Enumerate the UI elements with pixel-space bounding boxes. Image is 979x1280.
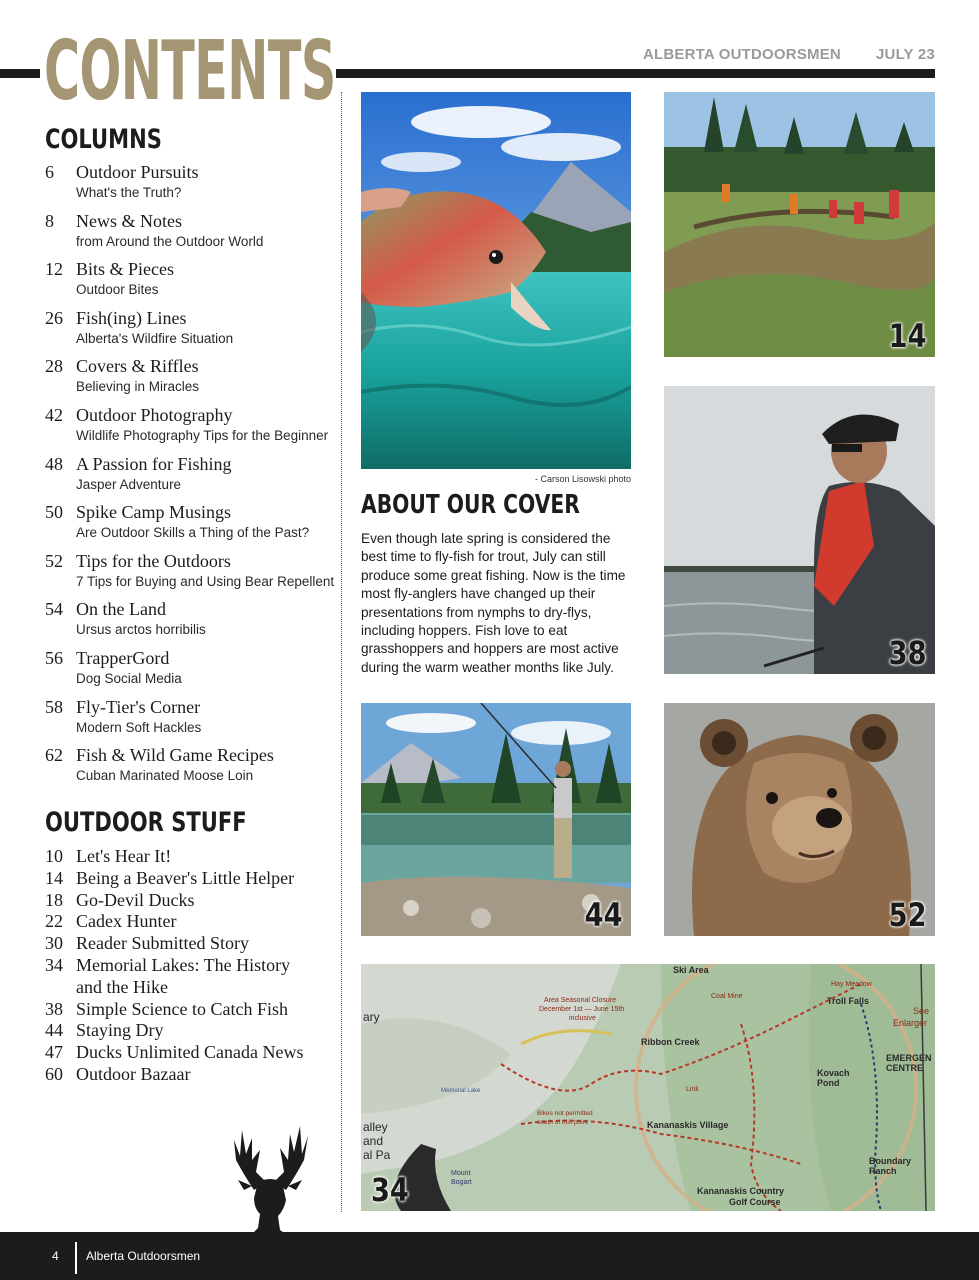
column-entry[interactable]	[45, 743, 340, 792]
column-entry-page: 26	[45, 307, 63, 328]
columns-list	[45, 160, 340, 792]
outdoor-stuff-title: Ducks Unlimited Canada News	[76, 1042, 304, 1063]
masthead-issue: JULY 23	[876, 46, 935, 63]
map-label-emergency-centre: CENTRE	[886, 1063, 924, 1073]
column-entry-title: Fish(ing) Lines	[76, 307, 187, 328]
header-rule-right	[336, 69, 935, 78]
column-entry-page: 12	[45, 259, 63, 280]
map-label-troll-falls: Troll Falls	[827, 996, 870, 1006]
column-entry[interactable]	[45, 403, 340, 452]
column-entry-title: Fish & Wild Game Recipes	[76, 745, 274, 766]
outdoor-stuff-entry[interactable]	[45, 846, 340, 868]
photo-page-tag: 14	[889, 317, 927, 355]
photo-fly-fishing	[361, 703, 631, 936]
column-entry-page: 58	[45, 696, 63, 717]
column-entry-page: 54	[45, 599, 63, 620]
cover-photo-trout	[361, 92, 631, 469]
outdoor-stuff-entry[interactable]	[45, 1020, 340, 1042]
column-entry[interactable]	[45, 646, 340, 695]
outdoor-stuff-page: 18	[45, 889, 63, 910]
outdoor-stuff-page: 14	[45, 867, 63, 888]
outdoor-stuff-entry[interactable]	[45, 955, 340, 999]
column-entry-title: Outdoor Photography	[76, 404, 233, 425]
column-entry[interactable]	[45, 257, 340, 306]
column-entry-line	[45, 209, 340, 233]
outdoor-stuff-title: Reader Submitted Story	[76, 933, 249, 954]
column-entry-subtitle: Modern Soft Hackles	[76, 719, 202, 735]
outdoor-stuff-entry[interactable]	[45, 890, 340, 912]
column-entry-subtitle: Are Outdoor Skills a Thing of the Past?	[76, 525, 310, 541]
column-entry[interactable]	[45, 549, 340, 598]
column-entry-line	[45, 646, 340, 670]
outdoor-stuff-title: Being a Beaver's Little Helper	[76, 867, 295, 888]
column-entry-page: 50	[45, 502, 63, 523]
column-entry-page: 8	[45, 210, 54, 231]
footer-page-number: 4	[52, 1249, 59, 1263]
column-entry-line	[45, 403, 340, 427]
map-label-lake: Memorial Lake	[441, 1088, 481, 1094]
map-label-valley-and: and	[363, 1134, 384, 1148]
column-entry[interactable]	[45, 160, 340, 209]
map-label-ski-area: Ski Area	[673, 965, 709, 975]
footer-divider	[75, 1242, 77, 1274]
column-entry-line	[45, 549, 340, 573]
page-title: CONTENTS	[44, 24, 336, 119]
map-label-boundary-ranch: Ranch	[869, 1166, 897, 1176]
column-entry[interactable]	[45, 597, 340, 646]
column-entry-title: News & Notes	[76, 210, 182, 231]
map-label-valley: alley	[363, 1120, 388, 1134]
column-entry-subtitle: Alberta's Wildfire Situation	[76, 330, 234, 346]
column-entry-line	[45, 354, 340, 378]
column-entry-line	[45, 160, 340, 184]
outdoor-stuff-page: 22	[45, 911, 63, 932]
map-label-boundary: Boundary	[869, 1156, 912, 1166]
column-entry-subtitle: Believing in Miracles	[76, 379, 200, 395]
column-entry-subtitle: Dog Social Media	[76, 670, 182, 686]
map-label-bikes: Bikes not permitted	[537, 1110, 593, 1117]
outdoor-stuff-title: Let's Hear It!	[76, 846, 172, 866]
outdoor-stuff-page: 38	[45, 998, 63, 1019]
column-entry-title: Covers & Riffles	[76, 356, 199, 377]
column-entry-line	[45, 452, 340, 476]
column-entry-line	[45, 695, 340, 719]
outdoor-stuff-title: Outdoor Bazaar	[76, 1063, 191, 1084]
column-entry-title: Outdoor Pursuits	[76, 162, 199, 182]
column-entry-page: 62	[45, 745, 63, 766]
outdoor-stuff-entry[interactable]	[45, 1042, 340, 1064]
outdoor-stuff-entry[interactable]	[45, 933, 340, 955]
footer-magazine-name: Alberta Outdoorsmen	[86, 1249, 201, 1263]
masthead-magazine: ALBERTA OUTDOORSMEN	[643, 46, 841, 63]
map-label-ribbon-creek: Ribbon Creek	[641, 1037, 700, 1047]
column-entry[interactable]	[45, 452, 340, 501]
photo-grizzly-bear	[664, 703, 935, 936]
photo-page-tag: 34	[371, 1171, 409, 1209]
map-label-emergency: EMERGEN	[886, 1053, 932, 1063]
map-label-kovach: Kovach	[817, 1068, 850, 1078]
outdoor-stuff-entry[interactable]	[45, 999, 340, 1021]
map-label-mount-bogart: Bogart	[451, 1179, 472, 1186]
page-footer	[0, 1232, 979, 1280]
column-entry-page: 52	[45, 550, 63, 571]
column-entry-page: 42	[45, 404, 63, 425]
outdoor-stuff-entry[interactable]	[45, 1064, 340, 1086]
column-entry-line	[45, 306, 340, 330]
outdoor-stuff-title: Cadex Hunter	[76, 911, 177, 932]
outdoor-stuff-page: 60	[45, 1063, 63, 1084]
column-divider	[341, 92, 342, 1212]
column-entry[interactable]	[45, 354, 340, 403]
photo-beaver-helpers	[664, 92, 935, 357]
map-label-coal-mine: Coal Mine	[711, 993, 743, 1000]
column-entry-title: Bits & Pieces	[76, 259, 174, 280]
photo-page-tag: 52	[889, 896, 927, 934]
map-label-link: Link	[686, 1086, 699, 1093]
outdoor-stuff-page: 10	[45, 846, 63, 866]
map-label-hay-meadow: Hay Meadow	[831, 981, 872, 988]
map-label-see: See	[913, 1006, 930, 1016]
column-entry-subtitle: Wildlife Photography Tips for the Beginner	[76, 427, 329, 443]
map-label-bikes-2: south of this point	[537, 1119, 588, 1126]
column-entry-title: Spike Camp Musings	[76, 502, 232, 523]
outdoor-stuff-list	[45, 846, 340, 1086]
outdoor-stuff-title: Go-Devil Ducks	[76, 889, 195, 910]
outdoor-stuff-page: 44	[45, 1020, 63, 1041]
column-entry-subtitle: Cuban Marinated Moose Loin	[76, 768, 254, 784]
map-label-kananaskis-village: Kananaskis Village	[647, 1120, 729, 1130]
map-label-ary: ary	[363, 1010, 380, 1024]
map-label-enlarge: Enlarger	[893, 1018, 928, 1028]
photo-trail-map	[361, 964, 935, 1211]
map-label-golf: Kananaskis Country	[697, 1186, 785, 1196]
column-entry[interactable]	[45, 209, 340, 258]
outdoor-stuff-heading: OUTDOOR STUFF	[45, 807, 247, 838]
column-entry-page: 6	[45, 162, 54, 182]
outdoor-stuff-title: Staying Dry	[76, 1020, 164, 1041]
outdoor-stuff-page: 47	[45, 1042, 63, 1063]
column-entry-title: Fly-Tier's Corner	[76, 696, 201, 717]
header-rule-left	[0, 69, 40, 78]
outdoor-stuff-title: Memorial Lakes: The History and the Hike	[76, 954, 291, 997]
photo-page-tag: 38	[889, 634, 927, 672]
about-cover-heading: ABOUT OUR COVER	[361, 490, 580, 520]
column-entry[interactable]	[45, 695, 340, 744]
column-entry-subtitle: Outdoor Bites	[76, 282, 159, 298]
column-entry-page: 56	[45, 647, 63, 668]
map-label-closure-inclusive: inclusive	[569, 1015, 596, 1022]
photo-angler-lake	[664, 386, 935, 674]
column-entry-line	[45, 597, 340, 621]
outdoor-stuff-title: Simple Science to Catch Fish	[76, 998, 288, 1019]
column-entry-subtitle: Ursus arctos horribilis	[76, 622, 206, 638]
column-entry-title: On the Land	[76, 599, 166, 620]
column-entry-line	[45, 257, 340, 281]
column-entry-title: TrapperGord	[76, 647, 170, 668]
column-entry-line	[45, 743, 340, 767]
map-label-kovach-pond: Pond	[817, 1078, 840, 1088]
outdoor-stuff-entry[interactable]	[45, 911, 340, 933]
column-entry-subtitle: What's the Truth?	[76, 185, 182, 200]
map-label-valley-park: al Pa	[363, 1148, 391, 1162]
map-label-closure-dates: December 1st — June 15th	[539, 1006, 625, 1013]
outdoor-stuff-entry[interactable]	[45, 868, 340, 890]
column-entry-subtitle: 7 Tips for Buying and Using Bear Repellent	[76, 573, 335, 589]
column-entry-line	[45, 500, 340, 524]
column-entry-title: A Passion for Fishing	[76, 453, 232, 474]
map-label-golf-course: Golf Course	[729, 1197, 781, 1207]
column-entry-title: Tips for the Outdoors	[76, 550, 231, 571]
photo-page-tag: 44	[585, 896, 623, 934]
column-entry-page: 28	[45, 356, 63, 377]
about-cover-text: Even though late spring is considered the best time to fly-fish for trout, July can still produce some great fishing. Now is the time most fly-anglers have changed up their presentations from nymphs to dry-flys, including hoppers. Fish love to eat grasshoppers and hoppers are most active during the warm weather months like July.	[361, 531, 626, 675]
column-entry[interactable]	[45, 306, 340, 355]
column-entry-subtitle: Jasper Adventure	[76, 476, 182, 492]
columns-heading: COLUMNS	[45, 124, 162, 155]
cover-photo-credit: - Carson Lisowski photo	[534, 474, 631, 484]
outdoor-stuff-page: 34	[45, 954, 63, 975]
map-label-mount: Mount	[451, 1170, 471, 1177]
map-label-closure: Area Seasonal Closure	[544, 997, 616, 1004]
column-entry-subtitle: from Around the Outdoor World	[76, 233, 264, 249]
outdoor-stuff-page: 30	[45, 933, 63, 954]
column-entry-page: 48	[45, 453, 63, 474]
column-entry[interactable]	[45, 500, 340, 549]
